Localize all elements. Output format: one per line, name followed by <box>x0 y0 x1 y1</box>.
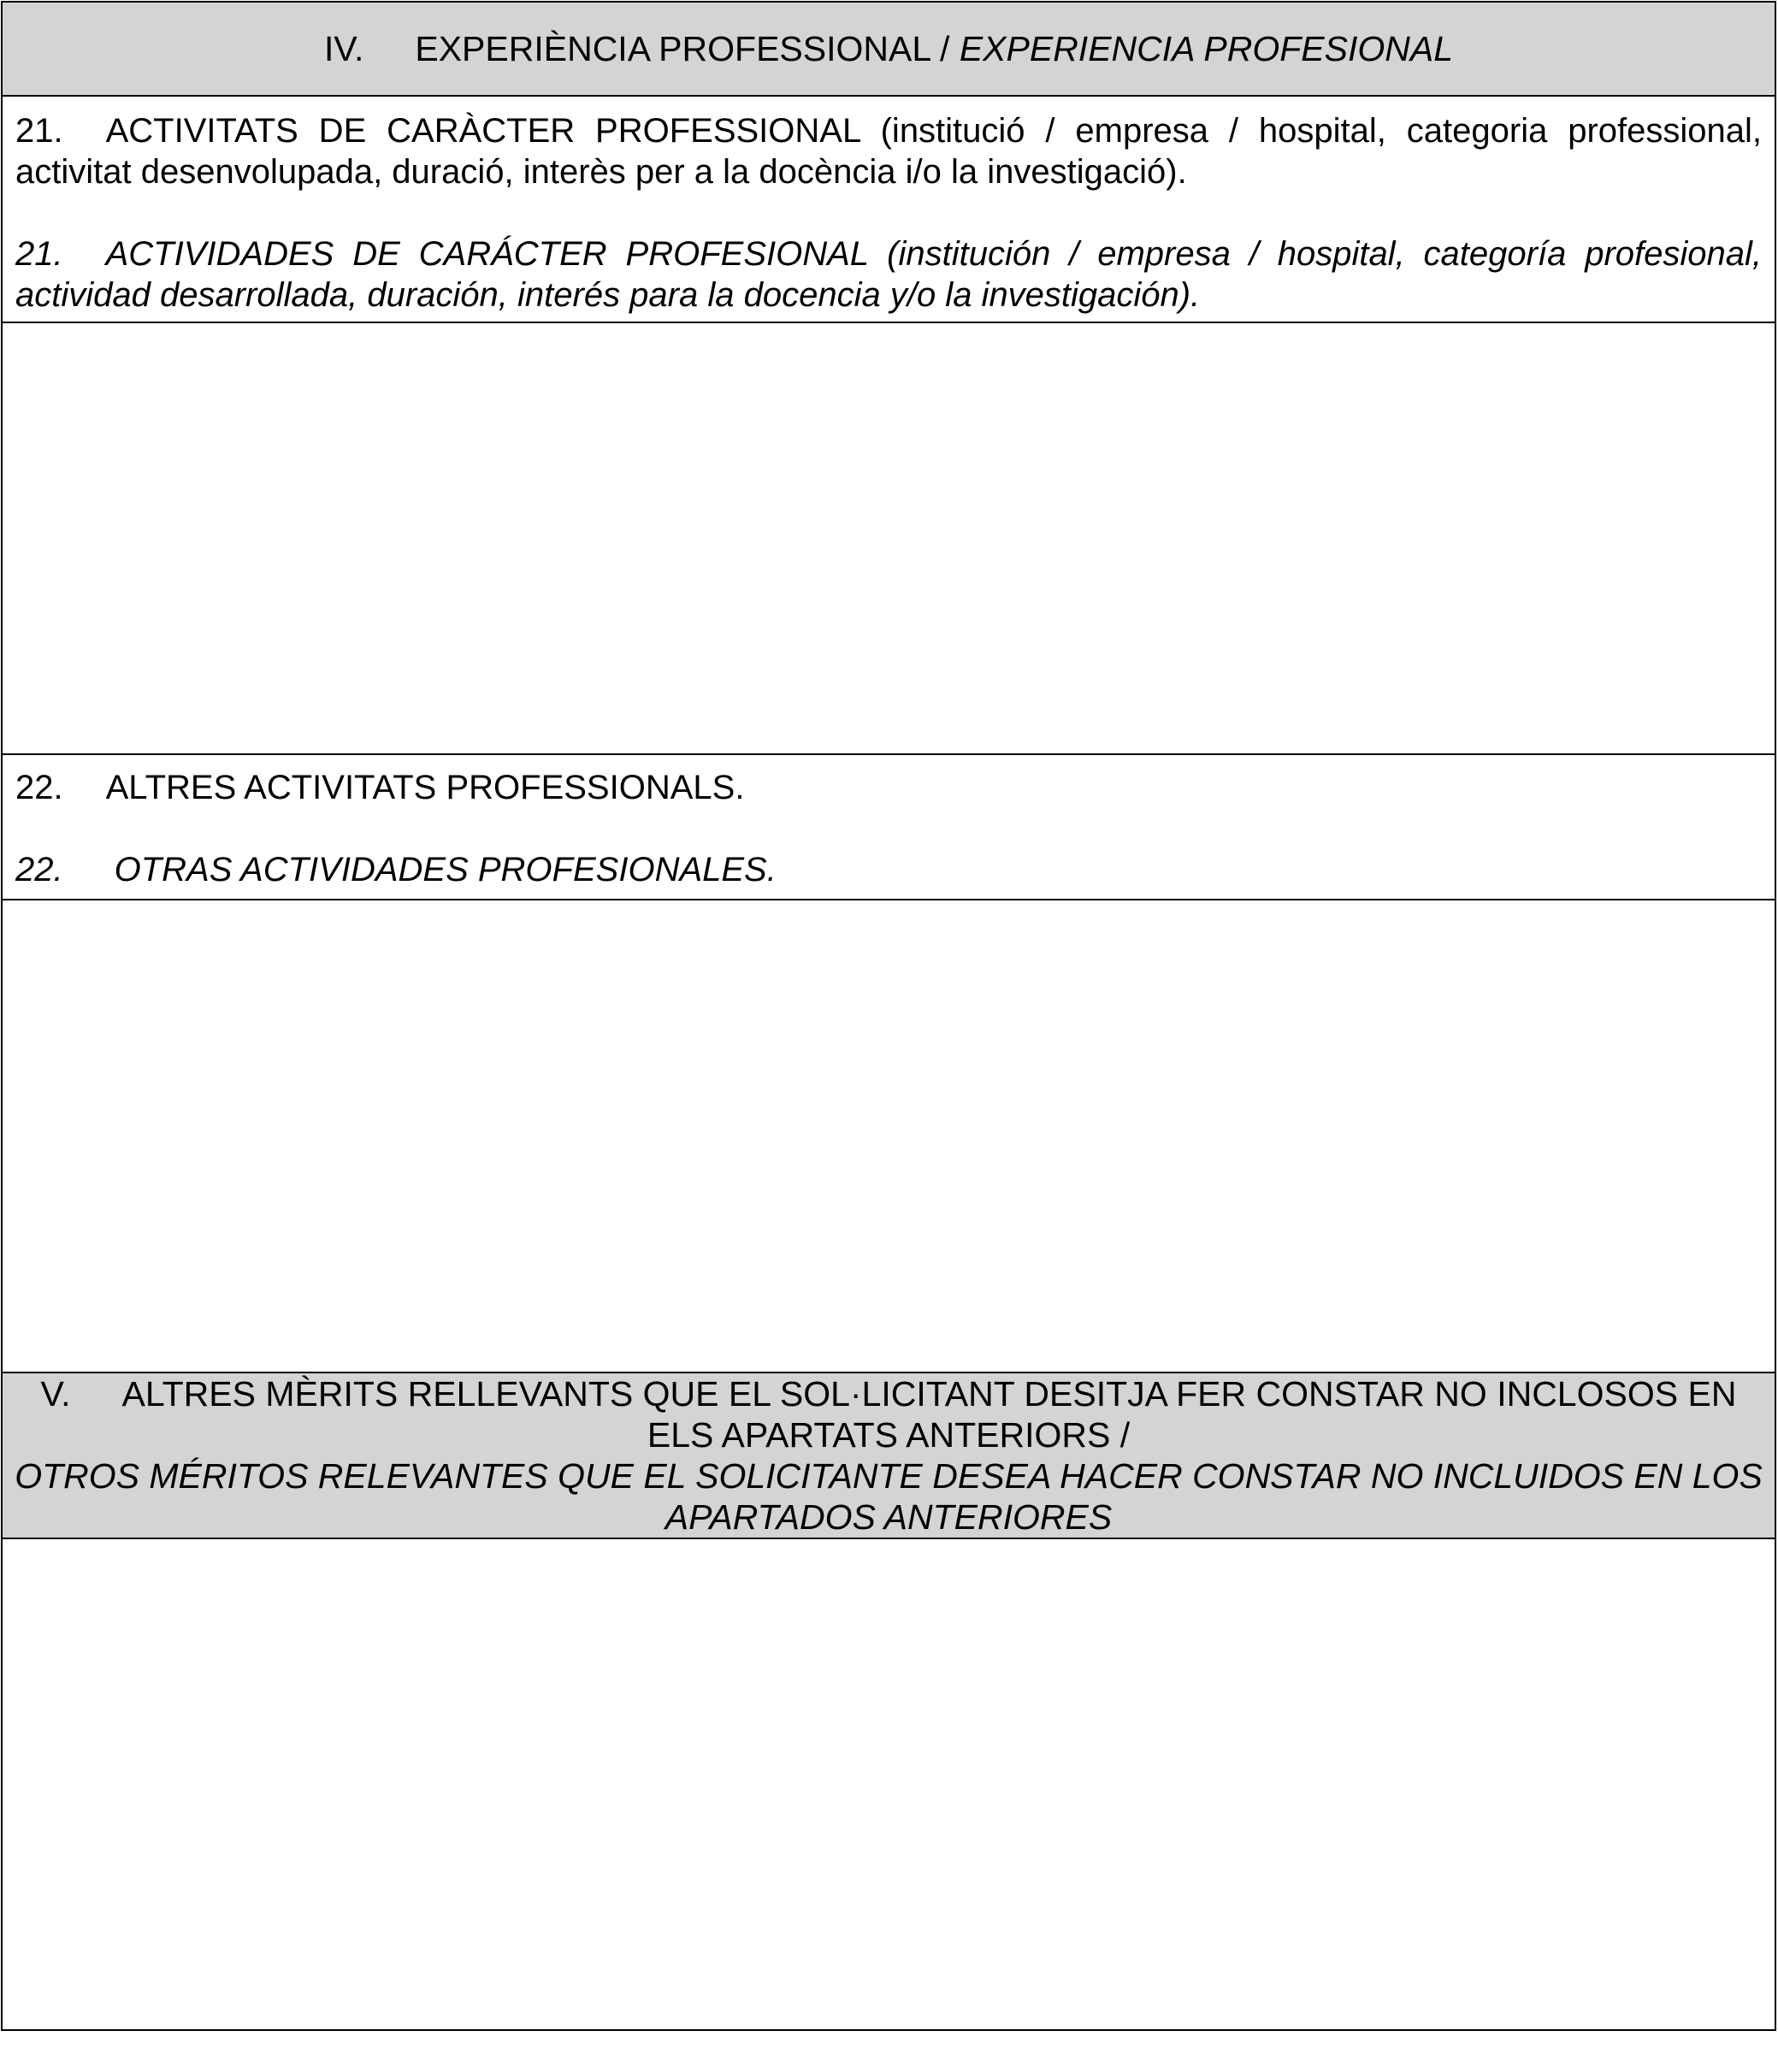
item-21-description-es: ACTIVIDADES DE CARÁCTER PROFESIONAL (institución / empresa / hospital, categoría profesional, actividad desarrollada, duración, interés para la docencia y/o la investigación). <box>15 235 1762 314</box>
section-v-title-ca-2: ELS APARTATS ANTERIORS / <box>647 1415 1131 1455</box>
section-v-roman: V. <box>40 1374 71 1414</box>
item-22-label <box>3 755 1775 900</box>
section-v-title-ca-1: ALTRES MÈRITS RELLEVANTS QUE EL SOL·LICITANT DESITJA FER CONSTAR NO INCLOSOS EN <box>121 1374 1737 1414</box>
item-22-description-es: OTRAS ACTIVIDADES PROFESIONALES. <box>114 851 777 888</box>
item-21-answer-area[interactable] <box>3 323 1775 755</box>
item-21-text-es <box>15 233 1762 316</box>
item-22-number-ca: 22. <box>15 769 63 806</box>
item-22-answer-area[interactable] <box>3 900 1775 1373</box>
item-22-text-ca <box>15 767 1762 808</box>
item-21-number-es: 21. <box>15 235 63 273</box>
item-21-label <box>3 97 1775 323</box>
section-iv-roman: IV. <box>323 29 364 68</box>
section-iv-title-es: EXPERIENCIA PROFESIONAL <box>959 29 1453 68</box>
item-21-text-ca <box>15 110 1762 192</box>
section-iv-title-ca: EXPERIÈNCIA PROFESSIONAL / <box>415 29 960 68</box>
merits-form-table <box>1 1 1776 2031</box>
item-22-description-ca: ALTRES ACTIVITATS PROFESSIONALS. <box>105 769 745 806</box>
item-21-number-ca: 21. <box>15 112 63 150</box>
section-v-line-1 <box>13 1373 1764 1414</box>
item-22-text-es <box>15 849 1762 890</box>
section-iv-header <box>3 3 1775 97</box>
section-v-answer-area[interactable] <box>3 1539 1775 2031</box>
item-22-number-es: 22. <box>15 851 63 888</box>
section-v-header <box>3 1373 1775 1539</box>
section-v-title-es-1: OTROS MÉRITOS RELEVANTES QUE EL SOLICITANTE DESEA HACER CONSTAR NO INCLUIDOS EN LOS <box>15 1456 1763 1496</box>
section-v-title-es-2: APARTADOS ANTERIORES <box>665 1497 1113 1537</box>
item-21-description-ca: ACTIVITATS DE CARÀCTER PROFESSIONAL (institució / empresa / hospital, categoria professional, activitat desenvolupada, duració, interès per a la docència i/o la investigació). <box>15 112 1762 191</box>
